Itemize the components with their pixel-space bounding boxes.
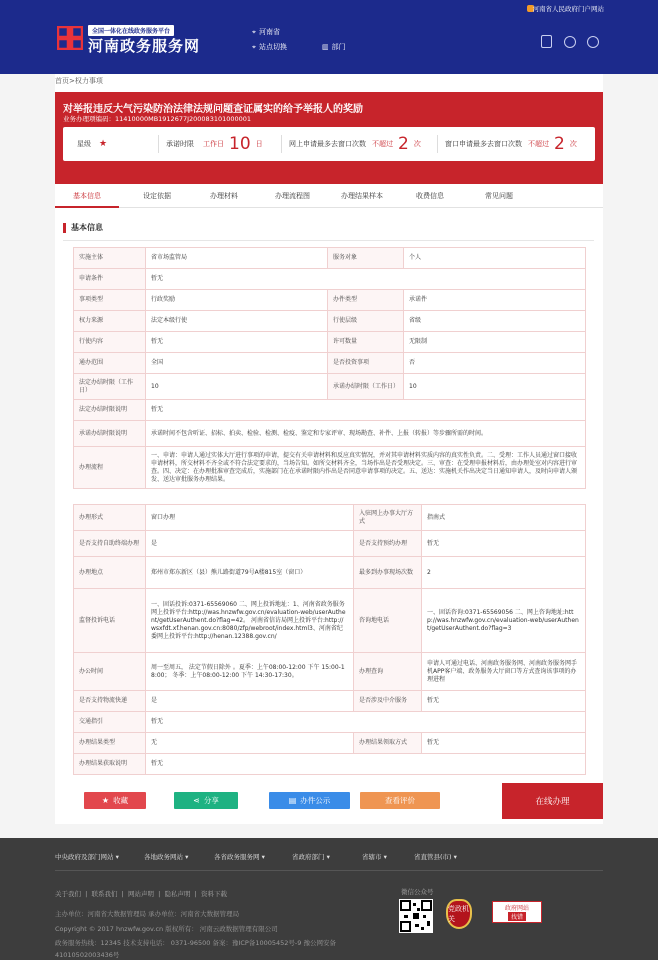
item-banner (55, 92, 603, 184)
share-icon: ⋖ (193, 796, 200, 805)
handling-info-table (73, 504, 586, 775)
switch-site-link[interactable]: ⌖ 站点切换 (252, 42, 287, 51)
wechat-label: 微信公众号 (401, 888, 434, 896)
section-title: 基本信息 (63, 223, 103, 233)
table-row: 监督投诉电话 一、固话投诉:0371-65569060 二、网上投诉地址：1、河南省政务服务网上投诉平台:http://was.hnzwfw.gov.cn/evaluation-web/userAuthent/getUserAuthent.do?flag=42。 河南省信访局网上投诉平台:http://wsxfdt.xf.henan.gov.cn:8080/zfp/webroot/index.html3、河南省纪委网上投诉平台:http://henan.12388.gov.cn/ 咨询地电话 一、固话咨询:0371-65569056 二、网上咨询地址:http://was.hnzwfw.gov.cn/evaluation-web/userAuthent/getUserAuthent.do?flag=3 (74, 589, 586, 653)
star-rating: 星级 ★ (77, 139, 108, 149)
table-row: 法定办结时限（工作日） 10 承诺办结时限（工作日） 10 (74, 374, 586, 400)
table-row: 办理形式 窗口办理 入驻网上办事大厅方式 指南式 (74, 505, 586, 531)
weibo-icon[interactable] (564, 36, 576, 48)
building-icon: ▥ (322, 43, 329, 51)
table-row: 申请条件 暂无 (74, 269, 586, 290)
item-stats (63, 127, 595, 161)
table-row: 承诺办结时限说明 承诺时间不包含听证、招标、拍卖、检验、检测、检疫、鉴定和专家评审、现场勘查、补件、上报（转报）等步骤所需的时间。 (74, 421, 586, 447)
online-apply-button[interactable]: 在线办理 (502, 783, 603, 819)
footer-police-number: 41010502003436号 (55, 951, 120, 959)
footer-hotline: 政务服务热线：12345 技术支持电话： 0371-96500 备案：豫ICP备10005452号-9 豫公网安备 (55, 939, 336, 947)
location-pin-icon: ⌖ (252, 27, 256, 36)
table-row: 交通指引 暂无 (74, 712, 586, 733)
statement-link[interactable]: 网站声明 (127, 890, 154, 898)
footer-nav-cities[interactable]: 省辖市 ▾ (362, 853, 387, 861)
footer-nav-depts[interactable]: 省政府部门 ▾ (292, 853, 330, 861)
mobile-icon[interactable] (541, 35, 552, 48)
breadcrumb[interactable]: 首页>权力事项 (55, 77, 103, 85)
logo-icon[interactable] (57, 26, 83, 50)
qr-code-icon (399, 899, 433, 933)
basic-info-table (73, 247, 586, 489)
download-link[interactable]: 资料下载 (200, 890, 227, 898)
table-row: 办公时间 周一至周五， 法定节假日除外 。夏季：上午08:00-12:00 下午 15:00-18:00； 冬季：上午08:00-12:00 下午 14:30-17:30。 办理查询 申请人可通过电话、河南政务服务网、河南政务服务网手机APP客户端、政务服务大厅窗口等方式查询该事项的办理进程 (74, 653, 586, 691)
tab-result-sample[interactable]: 办理结果样本 (341, 192, 383, 200)
star-icon: ★ (101, 796, 110, 805)
table-row: 行使内容 暂无 许可数量 无限制 (74, 332, 586, 353)
tab-faq[interactable]: 常见问题 (485, 192, 513, 200)
divider (63, 240, 594, 241)
site-name[interactable]: 河南政务服务网 (88, 37, 201, 55)
document-icon: ▤ (288, 796, 297, 805)
gov-portal-link[interactable]: 河南省人民政府门户网站 (532, 5, 604, 13)
site-header (0, 18, 658, 74)
department-link[interactable]: ▥ 部门 (322, 43, 346, 51)
footer-links: 关于我们 | 联系我们 | 网站声明 | 隐私声明 | 资料下载 (55, 890, 227, 898)
window-visits: 窗口申请最多去窗口次数 不超过 2 次 (445, 134, 577, 154)
table-row: 办理地点 郑州市郑东新区（县）熊儿路街道79号A楼815室（窗口） 最多到办事现场次数 2 (74, 557, 586, 589)
table-row: 是否支持物流快递 是 是否涉及中介服务 暂无 (74, 691, 586, 712)
top-bar (0, 0, 658, 18)
privacy-link[interactable]: 隐私声明 (164, 890, 191, 898)
location-pin-icon: ⌖ (252, 42, 256, 51)
star-icon: ★ (99, 139, 108, 149)
contact-link[interactable]: 联系我们 (91, 890, 118, 898)
footer-nav-local[interactable]: 各地政务网站 ▾ (144, 853, 189, 861)
tab-flowchart[interactable]: 办理流程图 (275, 192, 310, 200)
table-row: 通办范围 全国 是否投资事项 否 (74, 353, 586, 374)
promise-time: 承诺时限 工作日 10 日 (166, 134, 263, 154)
favorite-button[interactable]: ★ 收藏 (84, 792, 146, 809)
progress-button[interactable]: ▤ 办件公示 (269, 792, 350, 809)
slogan-badge: 全国一体化在线政务服务平台 (88, 25, 174, 36)
detail-tabs (55, 184, 603, 208)
table-row: 是否支持自助终端办理 是 是否支持预约办理 暂无 (74, 531, 586, 557)
tab-legal-basis[interactable]: 设定依据 (143, 192, 171, 200)
table-row: 办理流程 一、申请：申请人通过实体大厅进行事项的申请，提交有关申请材料和反应真实情况，并对其申请材料实质内容的真实性负责。二、受理：工作人员通过窗口接收申请材料，所交材料不齐全或不符合法定要求的，当场告知。如所交材料齐全，当场作出是否受理决定。三、审查：在受理申报材料后，由办理处室对内容进行审查。四、决定：在办理批准审查完成后，实施部门在在承诺时限内作出是否同意申请事项的决定。五、送达：实施机关作出决定当日通知申请人，及时向申请人颁发、送达审批服务办理结果。 (74, 447, 586, 489)
footer-nav-central[interactable]: 中央政府及部门网站 ▾ (55, 853, 119, 861)
site-footer (0, 838, 658, 960)
table-row: 实施主体 省市场监管局 服务对象 个人 (74, 248, 586, 269)
about-link[interactable]: 关于我们 (55, 890, 81, 898)
table-row: 法定办结时限说明 暂无 (74, 400, 586, 421)
table-row: 事项类型 行政奖励 办件类型 承诺件 (74, 290, 586, 311)
active-tab-indicator (55, 206, 119, 208)
footer-divider (55, 870, 603, 871)
tab-fees[interactable]: 收费信息 (416, 192, 444, 200)
region-label: ⌖ 河南省 (252, 27, 280, 36)
wechat-icon[interactable] (587, 36, 599, 48)
party-gov-badge[interactable]: 党政机关 (446, 899, 472, 929)
tab-materials[interactable]: 办理材料 (210, 192, 238, 200)
footer-nav-provinces[interactable]: 各省政务服务网 ▾ (214, 853, 265, 861)
tab-basic-info[interactable]: 基本信息 (73, 192, 101, 200)
item-title: 对举报违反大气污染防治法律法规问题查证属实的给予举报人的奖励 (63, 104, 363, 115)
footer-nav-counties[interactable]: 省直管县(市) ▾ (414, 853, 457, 861)
footer-copyright: Copyright © 2017 hnzwfw.gov.cn 版权所有： 河南云政数据管理有限公司 (55, 925, 278, 933)
report-error-badge[interactable]: 政府网站 找错 (492, 901, 542, 923)
share-button[interactable]: ⋖ 分享 (174, 792, 238, 809)
table-row: 权力来源 法定本级行使 行使层级 省级 (74, 311, 586, 332)
evaluate-button[interactable]: 查看评价 (360, 792, 440, 809)
online-visits: 网上申请最多去窗口次数 不超过 2 次 (289, 134, 421, 154)
footer-host: 主办单位：河南省大数据管理局 承办单位：河南省大数据管理局 (55, 910, 240, 918)
table-row: 办理结果类型 无 办理结果领取方式 暂无 (74, 733, 586, 754)
table-row: 办理结果获取说明 暂无 (74, 754, 586, 775)
item-code: 业务办理项编码：11410000MB1912677J200083101000001 (63, 115, 252, 123)
